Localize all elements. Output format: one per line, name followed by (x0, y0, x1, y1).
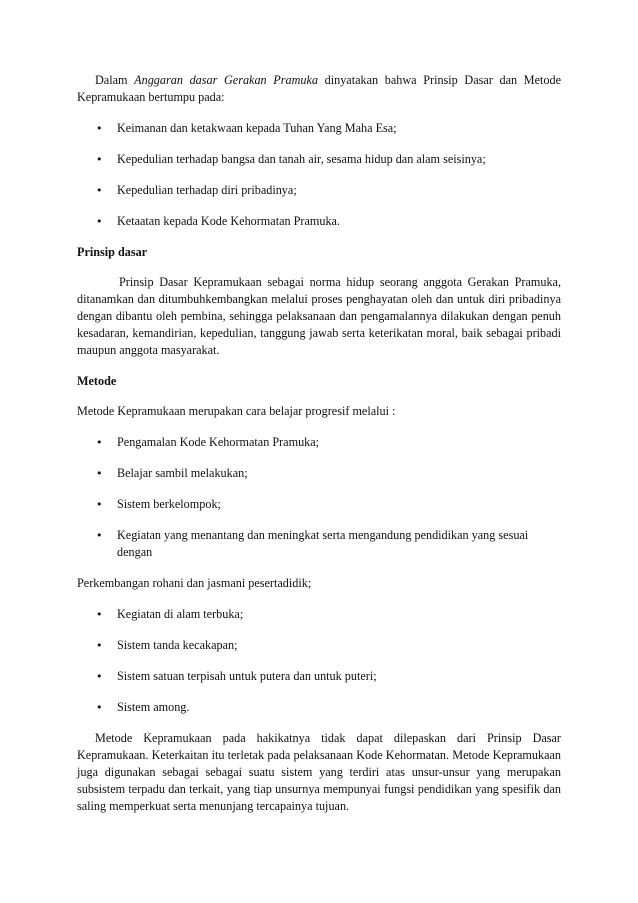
list-item: • Sistem tanda kecakapan; (77, 637, 561, 654)
intro-title: Anggaran dasar Gerakan Pramuka (134, 73, 318, 87)
principles-list (77, 120, 561, 230)
list-item: • Kegiatan di alam terbuka; (77, 606, 561, 623)
list-item: • Kegiatan yang menantang dan meningkat serta mengandung pendidikan yang sesuai dengan (77, 527, 561, 561)
closing-paragraph: Metode Kepramukaan pada hakikatnya tidak dapat dilepaskan dari Prinsip Dasar Kepramukaan. Keterkaitan itu terletak pada pelaksanaan Kode Kehormatan. Metode Kepramukaan juga digunakan sebagai sebagai suatu sistem yang terdiri atas unsur-unsur yang merupakan subsistem terpadu dan terkait, yang tiap unsurnya mempunyai fungsi pendidikan yang spesifik dan saling memperkuat serta menunjang tercapainya tujuan. (77, 731, 561, 813)
intro-paragraph (77, 72, 561, 106)
document-page (77, 72, 561, 815)
metode-list-1 (77, 434, 561, 561)
intro-suffix: dinyatakan bahwa Prinsip Dasar dan Metode Kepramukaan bertumpu pada: (77, 73, 561, 104)
list-item: • Kepedulian terhadap bangsa dan tanah air, sesama hidup dan alam seisinya; (77, 151, 561, 168)
list-item: • Sistem among. (77, 699, 561, 716)
section-heading-prinsip-dasar: Prinsip dasar (77, 245, 148, 259)
list-item: • Keimanan dan ketakwaan kepada Tuhan Yang Maha Esa; (77, 120, 561, 137)
list-item: • Sistem berkelompok; (77, 496, 561, 513)
metode-continuation: Perkembangan rohani dan jasmani pesertadidik; (77, 576, 312, 590)
list-item: • Belajar sambil melakukan; (77, 465, 561, 482)
list-item: • Pengamalan Kode Kehormatan Pramuka; (77, 434, 561, 451)
prinsip-dasar-paragraph: Prinsip Dasar Kepramukaan sebagai norma hidup seorang anggota Gerakan Pramuka, ditanamkan dan ditumbuhkembangkan melalui proses penghayatan oleh dan untuk diri pribadinya dengan dibantu oleh pembina, sehingga pelaksanaan dan pengamalannya dilakukan dengan penuh kesadaran, kemandirian, kepedulian, tanggung jawab serta keterikatan moral, baik sebagai pribadi maupun anggota masyarakat. (77, 275, 561, 357)
list-item: • Kepedulian terhadap diri pribadinya; (77, 182, 561, 199)
metode-list-2 (77, 606, 561, 716)
section-heading-metode: Metode (77, 374, 117, 388)
list-item: • Ketaatan kepada Kode Kehormatan Pramuka. (77, 213, 561, 230)
list-item: • Sistem satuan terpisah untuk putera dan untuk puteri; (77, 668, 561, 685)
intro-prefix: Dalam (95, 73, 135, 87)
metode-lead: Metode Kepramukaan merupakan cara belajar progresif melalui : (77, 404, 396, 418)
